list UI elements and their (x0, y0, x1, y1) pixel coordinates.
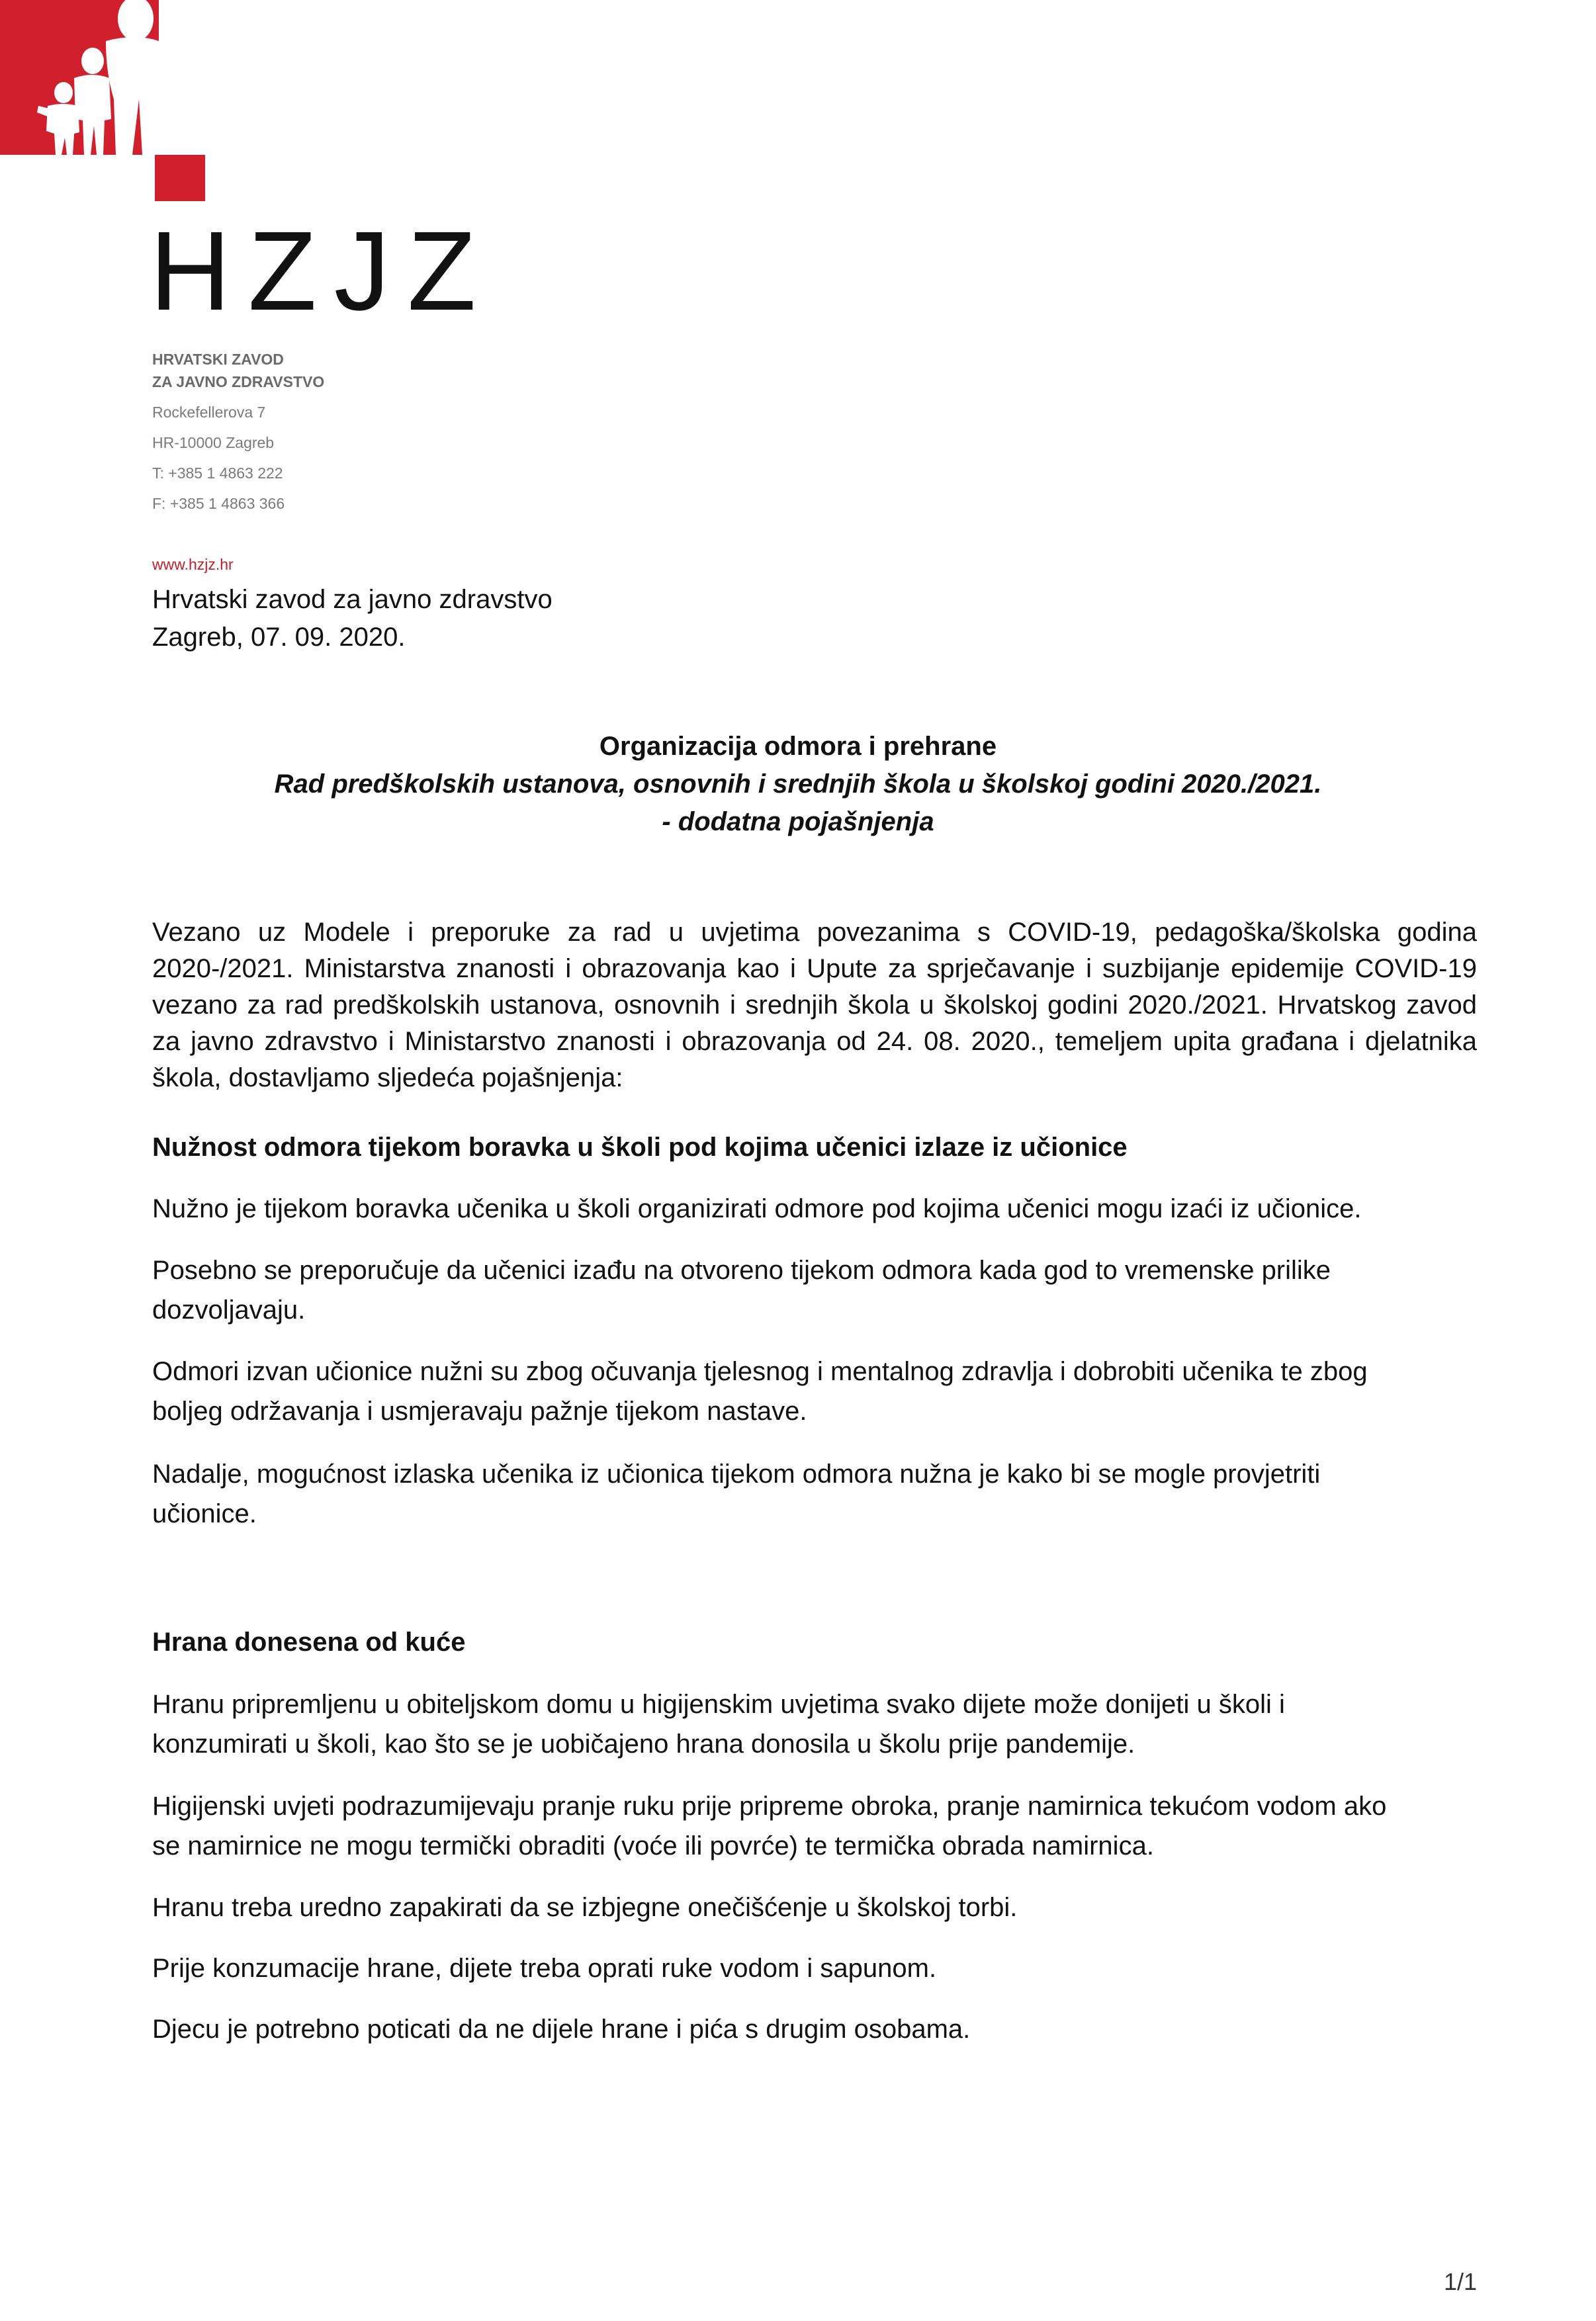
fax-number: F: +385 1 4863 366 (152, 495, 285, 512)
section1-paragraph-3 (152, 1352, 1477, 1431)
hzjz-family-logo-icon (0, 0, 159, 155)
intro-paragraph: Vezano uz Modele i preporuke za rad u uvjetima povezanima s COVID-19, pedagoška/školska godina 2020-/2021. Ministarstva znanosti i obrazovanja kao i Upute za sprječavanje i suzbijanje epidemije COVID-19 vezano za rad predškolskih ustanova, osnovnih i srednjih škola u školskoj godini 2020./2021. Hrvatskog zavod za javno zdravstvo i Ministarstvo znanosti i obrazovanja od 24. 08. 2020., temeljem upita građana i djelatnika škola, dostavljamo sljedeća pojašnjenja: (152, 918, 1477, 1092)
paragraph-line: Odmori izvan učionice nužni su zbog očuvanja tjelesnog i mentalnog zdravlja i dobrobiti učenika te zbog (152, 1357, 1368, 1386)
paragraph-line: Higijenski uvjeti podrazumijevaju pranje ruku prije pripreme obroka, pranje namirnica tekućom vodom ako (152, 1792, 1387, 1821)
paragraph-line: Nadalje, mogućnost izlaska učenika iz učionica tijekom odmora nužna je kako bi se mogle provjetriti (152, 1460, 1321, 1489)
paragraph-line: Hranu pripremljenu u obiteljskom domu u higijenskim uvjetima svako dijete može donijeti u školi i (152, 1690, 1285, 1719)
section2-paragraph-1 (152, 1685, 1477, 1764)
address-city: HR-10000 Zagreb (152, 434, 275, 451)
paragraph-line: učionice. (152, 1499, 257, 1528)
title-line1: Organizacija odmora i prehrane (599, 732, 997, 761)
paragraph-line: boljeg održavanja i usmjeravaju pažnje tijekom nastave. (152, 1397, 807, 1426)
section2-paragraph-2 (152, 1786, 1477, 1866)
section1-paragraph-1: Nužno je tijekom boravka učenika u školi organizirati odmore pod kojima učenici mogu izaći iz učionice. (152, 1194, 1362, 1223)
title-line2: Rad predškolskih ustanova, osnovnih i srednjih škola u školskoj godini 2020./2021. (274, 769, 1322, 799)
section1-paragraph-4 (152, 1454, 1477, 1534)
sender-name: Hrvatski zavod za javno zdravstvo (152, 585, 553, 614)
section2-paragraph-5: Djecu je potrebno poticati da ne dijele hrane i pića s drugim osobama. (152, 2015, 971, 2044)
org-name-line2: ZA JAVNO ZDRAVSTVO (152, 373, 325, 390)
title-line3: - dodatna pojašnjenja (662, 807, 934, 836)
section1-heading: Nužnost odmora tijekom boravka u školi pod kojima učenici izlaze iz učionice (152, 1133, 1128, 1162)
page-number: 1/1 (1444, 2268, 1478, 2295)
document-title (0, 728, 1596, 841)
section2-heading: Hrana donesena od kuće (152, 1628, 466, 1657)
section1-paragraph-2 (152, 1250, 1477, 1330)
website-link[interactable]: www.hzjz.hr (152, 556, 234, 573)
paragraph-line: konzumirati u školi, kao što se je uobičajeno hrana donosila u školu prije pandemije. (152, 1730, 1135, 1759)
brand-square (155, 155, 205, 201)
address-street: Rockefellerova 7 (152, 404, 266, 421)
brand-wordmark: HZJZ (150, 208, 494, 334)
paragraph-line: se namirnice ne mogu termički obraditi (voće ili povrće) te termička obrada namirnica. (152, 1831, 1154, 1861)
phone-number: T: +385 1 4863 222 (152, 464, 283, 482)
paragraph-line: Posebno se preporučuje da učenici izađu na otvoreno tijekom odmora kada god to vremenske prilike (152, 1256, 1331, 1285)
sender-block (152, 581, 553, 656)
section2-paragraph-4: Prije konzumacije hrane, dijete treba oprati ruke vodom i sapunom. (152, 1954, 937, 1983)
paragraph-line: dozvoljavaju. (152, 1295, 306, 1325)
place-date: Zagreb, 07. 09. 2020. (152, 623, 406, 652)
section2-paragraph-3: Hranu treba uredno zapakirati da se izbjegne onečišćenje u školskoj torbi. (152, 1893, 1018, 1922)
org-name-line1: HRVATSKI ZAVOD (152, 351, 284, 368)
